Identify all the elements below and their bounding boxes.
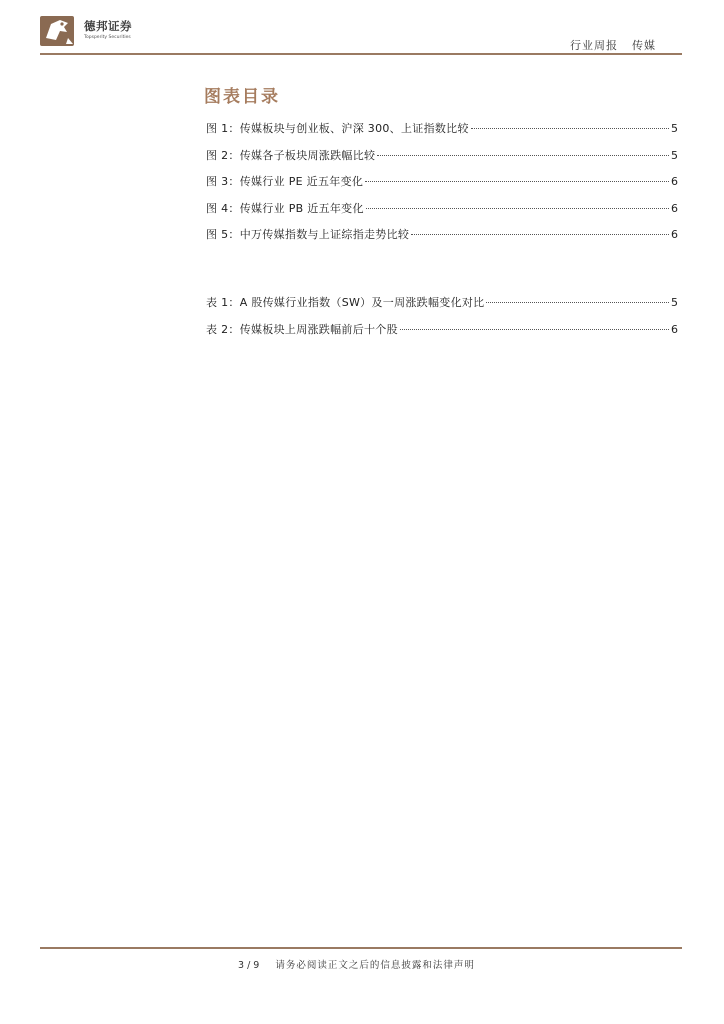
figure-list [206,120,678,253]
toc-entry-figure-5[interactable] [206,226,678,253]
company-logo [40,14,160,50]
dot-leader [366,208,669,209]
toc-entry-label: 表 2：传媒板块上周涨跌幅前后十个股 [206,322,398,336]
toc-entry-table-1[interactable] [206,294,678,321]
page-footer [238,957,475,971]
toc-entry-label: 图 3：传媒行业 PE 近五年变化 [206,175,364,188]
toc-entry-table-2[interactable] [206,321,678,348]
dot-leader [411,234,669,235]
header-rule [40,53,682,55]
section-title: 图表目录 [204,87,280,107]
toc-entry-figure-2[interactable] [206,147,678,174]
table-list [206,294,678,347]
dot-leader [471,128,669,129]
toc-entry-page: 6 [671,322,678,336]
toc-entry-figure-1[interactable] [206,120,678,147]
toc-entry-label: 图 4：传媒行业 PB 近五年变化 [206,201,364,215]
toc-entry-page: 6 [671,175,678,188]
toc-entry-page: 5 [671,122,678,135]
toc-entry-page: 5 [671,148,678,162]
toc-entry-figure-4[interactable] [206,200,678,227]
report-header [570,37,656,53]
dot-leader [486,302,669,303]
disclaimer-notice: 请务必阅读正文之后的信息披露和法律声明 [275,960,475,971]
footer-rule [40,947,682,949]
company-name-en: Topsperity Securities [84,35,131,40]
report-category: 行业周报 [570,39,618,52]
toc-entry-page: 5 [671,296,678,309]
dot-leader [365,181,669,182]
toc-entry-figure-3[interactable] [206,173,678,200]
toc-entry-label: 图 2：传媒各子板块周涨跌幅比较 [206,148,376,162]
toc-entry-page: 6 [671,201,678,215]
page-indicator: 3 / 9 [238,960,260,971]
report-industry: 传媒 [632,39,656,52]
dot-leader [377,155,669,156]
toc-entry-label: 图 1：传媒板块与创业板、沪深 300、上证指数比较 [206,122,469,135]
company-name-cn: 德邦证券 [84,19,132,33]
topsperity-logo-icon [40,14,78,48]
toc-entry-label: 图 5：中万传媒指数与上证综指走势比较 [206,228,410,241]
dot-leader [400,329,669,330]
toc-entry-page: 6 [671,228,678,241]
toc-entry-label: 表 1：A 股传媒行业指数（SW）及一周涨跌幅变化对比 [206,296,485,309]
